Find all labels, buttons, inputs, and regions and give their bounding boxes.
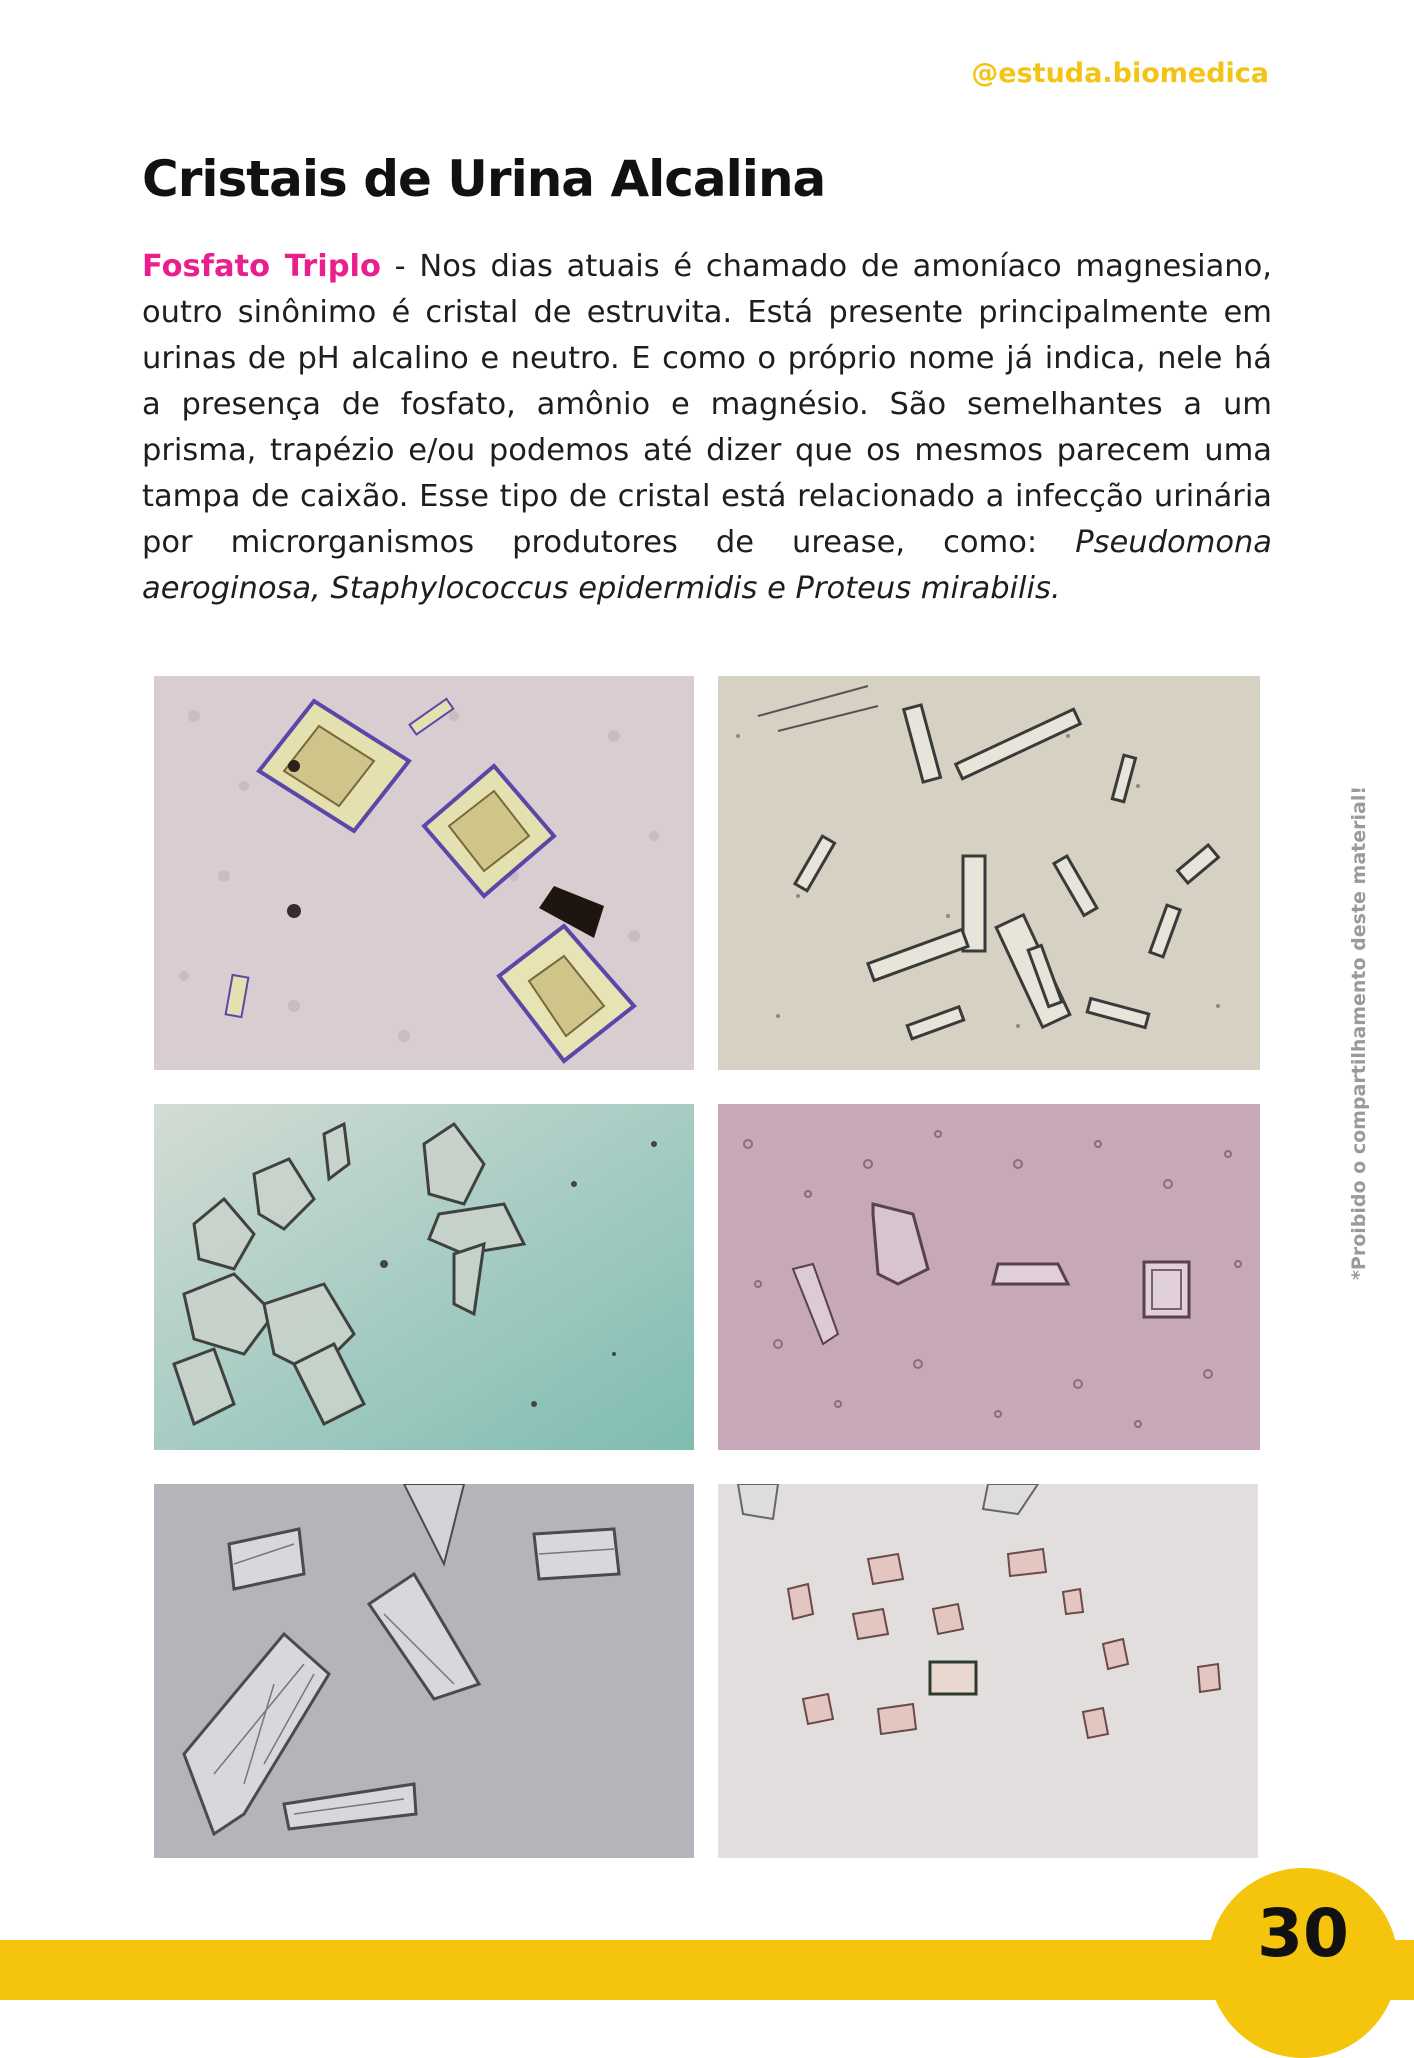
micrograph-6 bbox=[718, 1484, 1258, 1858]
micrograph-1 bbox=[154, 676, 694, 1070]
body-text: - Nos dias atuais é chamado de amoníaco magnesiano, outro sinônimo é cristal de estruvita. Está presente principalmente em urinas de pH alcalino e neutro. E como o próprio nome já indica, nele há a presença de fosfato, amônio e magnésio. São semelhantes a um prisma, trapézio e/ou podemos até dizer que os mesmos parecem uma tampa de caixão. Esse tipo de cristal está relacionado a infecção urinária por microrganismos produtores de urease, como: bbox=[142, 249, 1272, 560]
organism-names: Pseudomona aeroginosa, Staphylococcus epidermidis e Proteus mirabilis. bbox=[142, 525, 1272, 606]
micrograph-5 bbox=[154, 1484, 694, 1858]
page-number: 30 bbox=[1257, 1895, 1349, 1972]
body-paragraph bbox=[142, 244, 1272, 612]
micrograph-3 bbox=[154, 1104, 694, 1450]
page-title: Cristais de Urina Alcalina bbox=[142, 150, 826, 208]
side-note: *Proibido o compartilhamento deste material! bbox=[1348, 785, 1370, 1280]
micrograph-2 bbox=[718, 676, 1260, 1070]
handle: @estuda.biomedica bbox=[971, 58, 1269, 89]
micrograph-4 bbox=[718, 1104, 1260, 1450]
highlight-term: Fosfato Triplo bbox=[142, 249, 381, 284]
footer-bar bbox=[0, 1940, 1414, 2000]
